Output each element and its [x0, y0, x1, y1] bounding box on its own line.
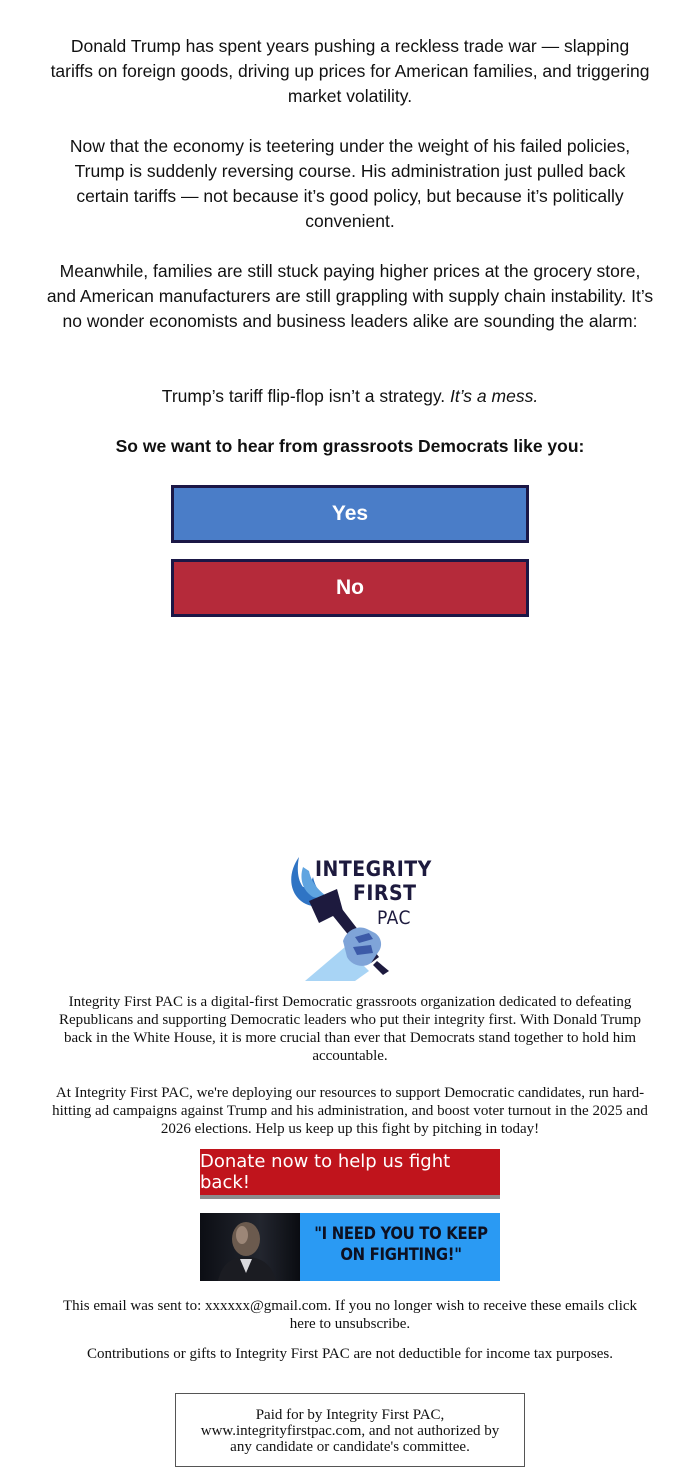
donate-button-label: Donate now to help us fight back!: [200, 1151, 451, 1193]
yes-button-label: Yes: [331, 502, 369, 525]
yes-button[interactable]: [171, 485, 529, 543]
banner-quote: "I NEED YOU TO KEEP ON FIGHTING!": [314, 1224, 488, 1264]
flipflop-italic: It’s a mess.: [450, 386, 539, 406]
body-paragraph-2: Now that the economy is teetering under the weight of his failed policies, Trump is suddenly reversing course. His administration just pulled back certain tariffs — not because it’s good policy, but because it’s politically convenient.: [69, 136, 631, 231]
paid-for-text: Paid for by Integrity First PAC, www.integrityfirstpac.com, and not authorized by any candidate or candidate's committee.: [200, 1407, 500, 1455]
logo-text-pac: PAC: [377, 907, 411, 929]
body-paragraph-3: Meanwhile, families are still stuck paying higher prices at the grocery store, and American manufacturers are still grappling with supply chain instability. It’s no wonder economists and business leaders alike are sounding the alarm:: [46, 261, 654, 331]
org-description: Integrity First PAC is a digital-first Democratic grassroots organization dedicated to defeating Republicans and supporting Democratic leaders who put their integrity first. With Donald Trump back in the White House, it is more crucial than ever that Democrats stand together to hold him accountable.: [59, 994, 641, 1064]
flipflop-line: [50, 384, 650, 409]
body-paragraph-1: Donald Trump has spent years pushing a reckless trade war — slapping tariffs on foreign goods, driving up prices for American families, and triggering market volatility.: [50, 36, 650, 106]
logo-text-first: FIRST: [353, 881, 417, 905]
no-button-label: No: [336, 576, 364, 599]
fighting-banner[interactable]: [200, 1213, 500, 1281]
portrait-silhouette-icon: [200, 1213, 300, 1281]
survey-question: So we want to hear from grassroots Democrats like you:: [115, 436, 585, 456]
flipflop-text: Trump’s tariff flip-flop isn’t a strategy.: [161, 386, 446, 406]
banner-portrait: [200, 1213, 300, 1281]
logo-text-integrity: INTEGRITY: [315, 857, 432, 881]
integrity-first-pac-logo: [285, 853, 432, 983]
donate-button[interactable]: [200, 1149, 500, 1195]
no-button[interactable]: [171, 559, 529, 617]
sent-to-note[interactable]: This email was sent to: xxxxxx@gmail.com. If you no longer wish to receive these emails click here to unsubscribe.: [62, 1298, 638, 1332]
org-mission: At Integrity First PAC, we're deploying our resources to support Democratic candidates, run hard-hitting ad campaigns against Trump and his administration, and boost voter turnout in the 2025 and 2026 elections. Help us keep up this fight by pitching in today!: [52, 1085, 648, 1137]
paid-for-disclaimer: [175, 1393, 525, 1467]
tax-deductibility-note: Contributions or gifts to Integrity First PAC are not deductible for income tax purposes.: [86, 1346, 614, 1362]
